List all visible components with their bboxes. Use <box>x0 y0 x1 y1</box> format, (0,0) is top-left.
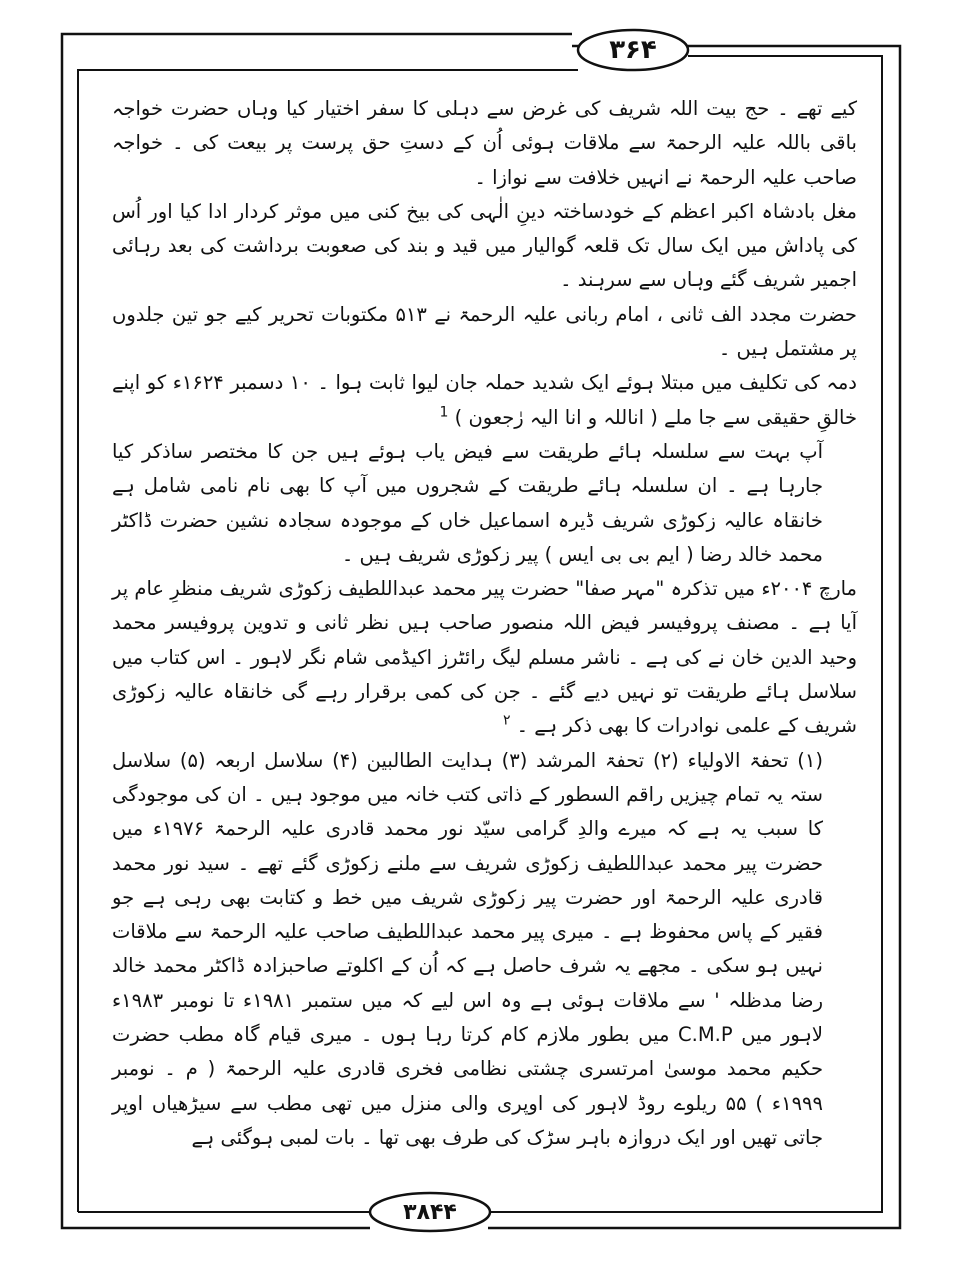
footnote-marker-2: ۲ <box>502 712 511 729</box>
paragraph-5: آپ بہت سے سلسلہ ہائے طریقت سے فیض یاب ہوئے ہیں جن کا مختصر ساذکر کیا جارہا ہے ۔ ان سلسلہ ہائے طریقت کے شجروں میں آپ کا بھی نام نامی شامل ہے خانقاہ عالیہ زکوڑی شریف ڈیرہ اسماعیل خاں کے موجودہ سجادہ نشین حضرت ڈاکٹر محمد خالد رضا ( ایم بی بی ایس ) پیر زکوڑی شریف ہیں ۔ <box>112 439 823 566</box>
top-page-number: ۳۶۴ <box>609 35 657 65</box>
footnote-marker-1: 1 <box>439 404 449 421</box>
body-text <box>112 92 857 1155</box>
paragraph-3: حضرت مجدد الف ثانی ، امام ربانی علیہ الرحمۃ نے ۵۱۳ مکتوبات تحریر کیے جو تین جلدوں پر مشتمل ہیں ۔ <box>112 302 857 361</box>
paragraph-4: دمہ کی تکلیف میں مبتلا ہوئے ایک شدید حملہ جان لیوا ثابت ہوا ۔ ۱۰ دسمبر ۱۶۲۴ء کو اپنے خالقِ حقیقی سے جا ملے ( اناللہ و انا الیہ رٰجعون ) $^1$ <box>112 371 857 429</box>
paragraph-6: مارچ ۲۰۰۴ء میں تذکرہ "مہر صفا" حضرت پیر محمد عبداللطیف زکوڑی شریف منظرِ عام پر آیا ہے ۔ مصنف پروفیسر فیض اللہ منصور صاحب ہیں نظر ثانی و تدوین پروفیسر محمد وحید الدین خان نے کی ہے ۔ ناشر مسلم لیگ رائٹرز اکیڈمی شام نگر لاہور ۔ اس کتاب میں سلاسل ہائے طریقت تو نہیں دیے گئے ۔ جن کی کمی برقرار رہے گی خانقاہ عالیہ زکوڑی شریف کے علمی نوادرات کا بھی ذکر ہے ۔ $^۲$ <box>112 577 858 738</box>
paragraph-1: کیے تھے ۔ حج بیت اللہ شریف کی غرض سے دہلی کا سفر اختیار کیا وہاں حضرت خواجہ باقی باللہ علیہ الرحمۃ سے ملاقات ہوئی اُن کے دستِ حق پرست پر بیعت کی ۔ خواجہ صاحب علیہ الرحمۃ نے انہیں خلافت سے نوازا ۔ <box>112 97 857 189</box>
paragraph-7: (۱) تحفۃ الاولیاء (۲) تحفۃ المرشد (۳) ہدایت الطالبین (۴) سلاسل اربعہ (۵) سلاسل ستہ یہ تمام چیزیں راقم السطور کے ذاتی کتب خانہ میں موجود ہیں ۔ ان کی موجودگی کا سبب یہ ہے کہ میرے والدِ گرامی سیّد نور محمد قادری علیہ الرحمۃ ۱۹۷۶ء میں حضرت پیر محمد عبداللطیف زکوڑی شریف سے ملنے زکوڑی گئے تھے ۔ سید نور محمد قادری علیہ الرحمۃ اور حضرت پیر زکوڑی شریف میں خط و کتابت بھی رہی ہے جو فقیر کے پاس محفوظ ہے ۔ میری پیر محمد عبداللطیف صاحب علیہ الرحمۃ سے ملاقات نہیں ہو سکی ۔ مجھے یہ شرف حاصل ہے کہ اُن کے اکلوتے صاحبزادہ ڈاکٹر محمد خالد رضا مدظلہ ' سے ملاقات ہوئی ہے وہ اس لیے کہ میں ستمبر ۱۹۸۱ء تا نومبر ۱۹۸۳ء لاہور میں C.M.P میں بطور ملازم کام کرتا رہا ہوں ۔ میری قیام گاہ مطب حضرت حکیم محمد موسیٰ امرتسری چشتی نظامی فخری قادری علیہ الرحمۃ ( م ۔ نومبر ۱۹۹۹ء ) ۵۵ ریلوے روڈ لاہور کی اوپری والی منزل میں تھی مطب سے سیڑھیاں اوپر جاتی تھیں اور ایک دروازہ باہر سڑک کی طرف بھی تھا ۔ بات لمبی ہوگئی ہے <box>112 748 824 1149</box>
paragraph-2: مغل بادشاہ اکبر اعظم کے خودساختہ دینِ الٰہی کی بیخ کنی میں موثر کردار ادا کیا اور اُس کی پاداش میں ایک سال تک قلعہ گوالیار میں قید و بند کی صعوبت برداشت کی بعد رہائی اجمیر شریف گئے وہاں سے سرہند ۔ <box>112 199 857 292</box>
bottom-page-number: ۳۸۴۴ <box>403 1199 457 1225</box>
